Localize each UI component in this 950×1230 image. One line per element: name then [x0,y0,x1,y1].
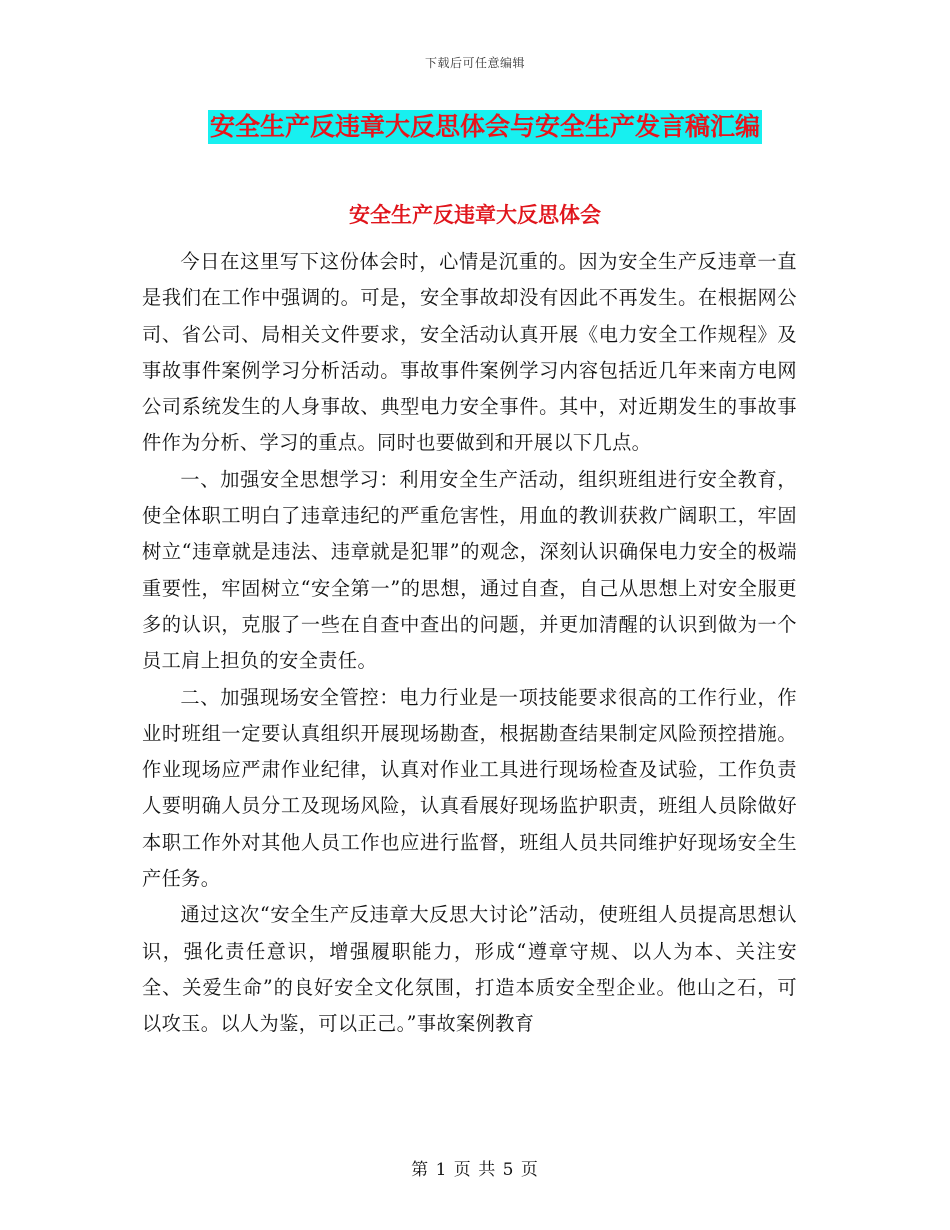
header-note: 下载后可任意编辑 [424,56,525,70]
document-title: 安全生产反违章大反思体会与安全生产发言稿汇编 [208,110,762,144]
paragraph-point-2: 二、加强现场安全管控：电力行业是一项技能要求很高的工作行业，作业时班组一定要认真组织开展现场勘查，根据勘查结果制定风险预控措施。作业现场应严肃作业纪律，认真对作业工具进行现场检查及试验，工作负责人要明确人员分工及现场风险，认真看展好现场监护职责，班组人员除做好本职工作外对其他人员工作也应进行监督，班组人员共同维护好现场安全生产任务。 [142,685,797,891]
paragraph-point-1: 一、加强安全思想学习：利用安全生产活动，组织班组进行安全教育，使全体职工明白了违章违纪的严重危害性，用血的教训获救广阔职工，牢固树立“违章就是违法、违章就是犯罪”的观念，深刻认识确保电力安全的极端重要性，牢固树立“安全第一”的思想，通过自查，自己从思想上对安全服更多的认识，克服了一些在自查中查出的问题，并更加清醒的认识到做为一个员工肩上担负的安全责任。 [142,467,797,673]
paragraph-conclusion: 通过这次“安全生产反违章大反思大讨论”活动，使班组人员提高思想认识，强化责任意识，增强履职能力，形成“遵章守规、以人为本、关注安全、关爱生命”的良好安全文化氛围，打造本质安全型企业。他山之石，可以攻玉。以人为鉴，可以正己。”事故案例教育 [142,903,797,1036]
document-body [142,244,797,1043]
page-number-footer: 第 1 页 共 5 页 [411,1160,539,1180]
section-title: 安全生产反违章大反思体会 [349,202,601,227]
paragraph-intro: 今日在这里写下这份体会时，心情是沉重的。因为安全生产反违章一直是我们在工作中强调的。可是，安全事故却没有因此不再发生。在根据网公司、省公司、局相关文件要求，安全活动认真开展《电力安全工作规程》及事故事件案例学习分析活动。事故事件案例学习内容包括近几年来南方电网公司系统发生的人身事故、典型电力安全事件。其中，对近期发生的事故事件作为分析、学习的重点。同时也要做到和开展以下几点。 [142,250,797,455]
